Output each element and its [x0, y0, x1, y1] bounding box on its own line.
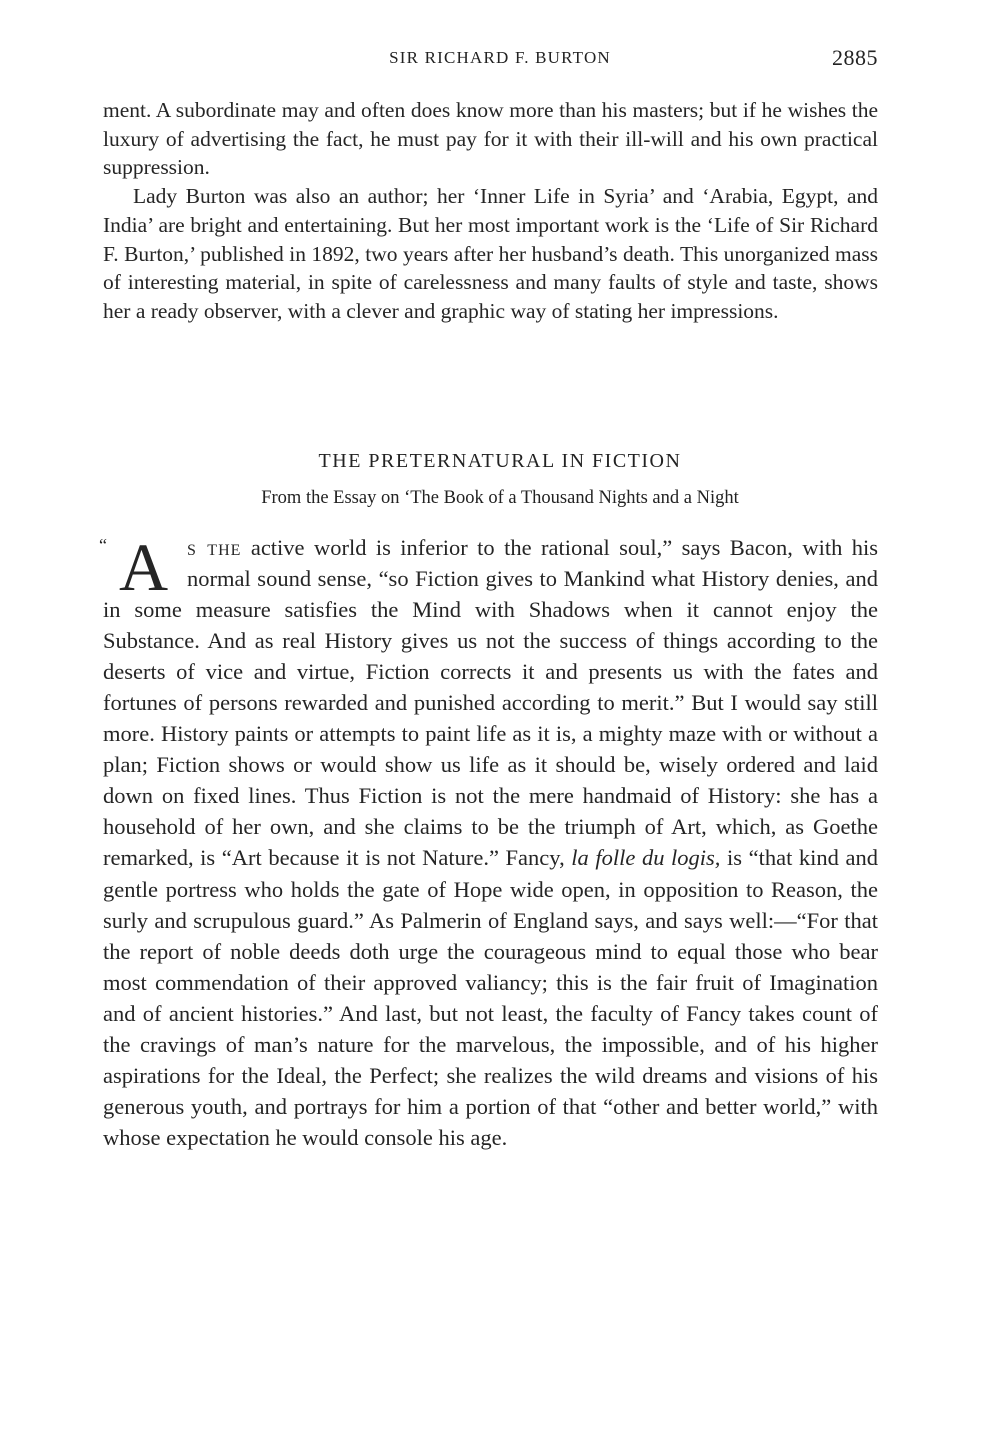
- italic-phrase: la folle du logis,: [571, 845, 721, 871]
- essay-text: [99, 529, 879, 1153]
- running-head-title: SIR RICHARD F. BURTON: [389, 48, 611, 67]
- paragraph: [99, 529, 879, 1153]
- section-subtitle: From the Essay on ‘The Book of a Thousand Nights and a Night: [261, 488, 739, 508]
- drop-cap: A: [119, 529, 169, 605]
- paragraph: Lady Burton was also an author; her ‘Inner Life in Syria’ and ‘Arabia, Egypt, and India’ are bright and entertaining. But her most important work is the ‘Life of Sir Richard F. Burton,’ published in 1892, two years after her husband’s death. This unorganized mass of interesting material, in spite of carelessness and many faults of style and taste, shows her a ready observer, with a clever and graphic way of stating her impressions.: [103, 184, 878, 323]
- section-title: THE PRETERNATURAL IN FICTION: [318, 450, 682, 472]
- running-head: [0, 45, 1000, 74]
- intro-text: [103, 96, 878, 326]
- page-number: 2885: [832, 45, 878, 70]
- paragraph: ment. A subordinate may and often does know more than his masters; but if he wishes the luxury of advertising the fact, he must pay for it with their ill-will and his own practical suppression.: [103, 98, 878, 180]
- essay-text-part: active world is inferior to the rational soul,” says Bacon, with his normal sound sense, “so Fiction gives to Mankind what History denies, and in some measure satisfies the Mind with Shadows when it cannot enjoy the Substance. And as real History gives us not the success of things according to the deserts of vice and virtue, Fiction corrects it and presents us with the fates and fortunes of persons rewarded and punished according to merit.” But I would say still more. History paints or attempts to paint life as it is, a mighty maze with or without a plan; Fiction shows or would show us life as it should be, wisely ordered and laid down on fixed lines. Thus Fiction is not the mere handmaid of History: she has a household of her own, and she claims to be the triumph of Art, which, as Goethe remarked, is “Art because it is not Nature.” Fancy,: [103, 535, 879, 871]
- drop-cap-block: [99, 529, 187, 605]
- open-quote: “: [99, 535, 107, 555]
- small-caps-lead: s the: [187, 535, 242, 560]
- essay-text-part: is “that kind and gentle portress who holds the gate of Hope wide open, in opposition to Reason, the surly and scrupulous guard.” As Palmerin of England says, and says well:—“For that the report of noble deeds doth urge the courageous mind to equal those who bear most commendation of their approved valiancy; this is the fair fruit of Imagination and of ancient histories.” And last, but not least, the faculty of Fancy takes count of the cravings of man’s nature for the marvelous, the impossible, and of his higher aspirations for the Ideal, the Perfect; she realizes the wild dreams and visions of his generous youth, and portrays for him a portion of that “other and better world,” with whose expectation he would console his age.: [103, 845, 878, 1150]
